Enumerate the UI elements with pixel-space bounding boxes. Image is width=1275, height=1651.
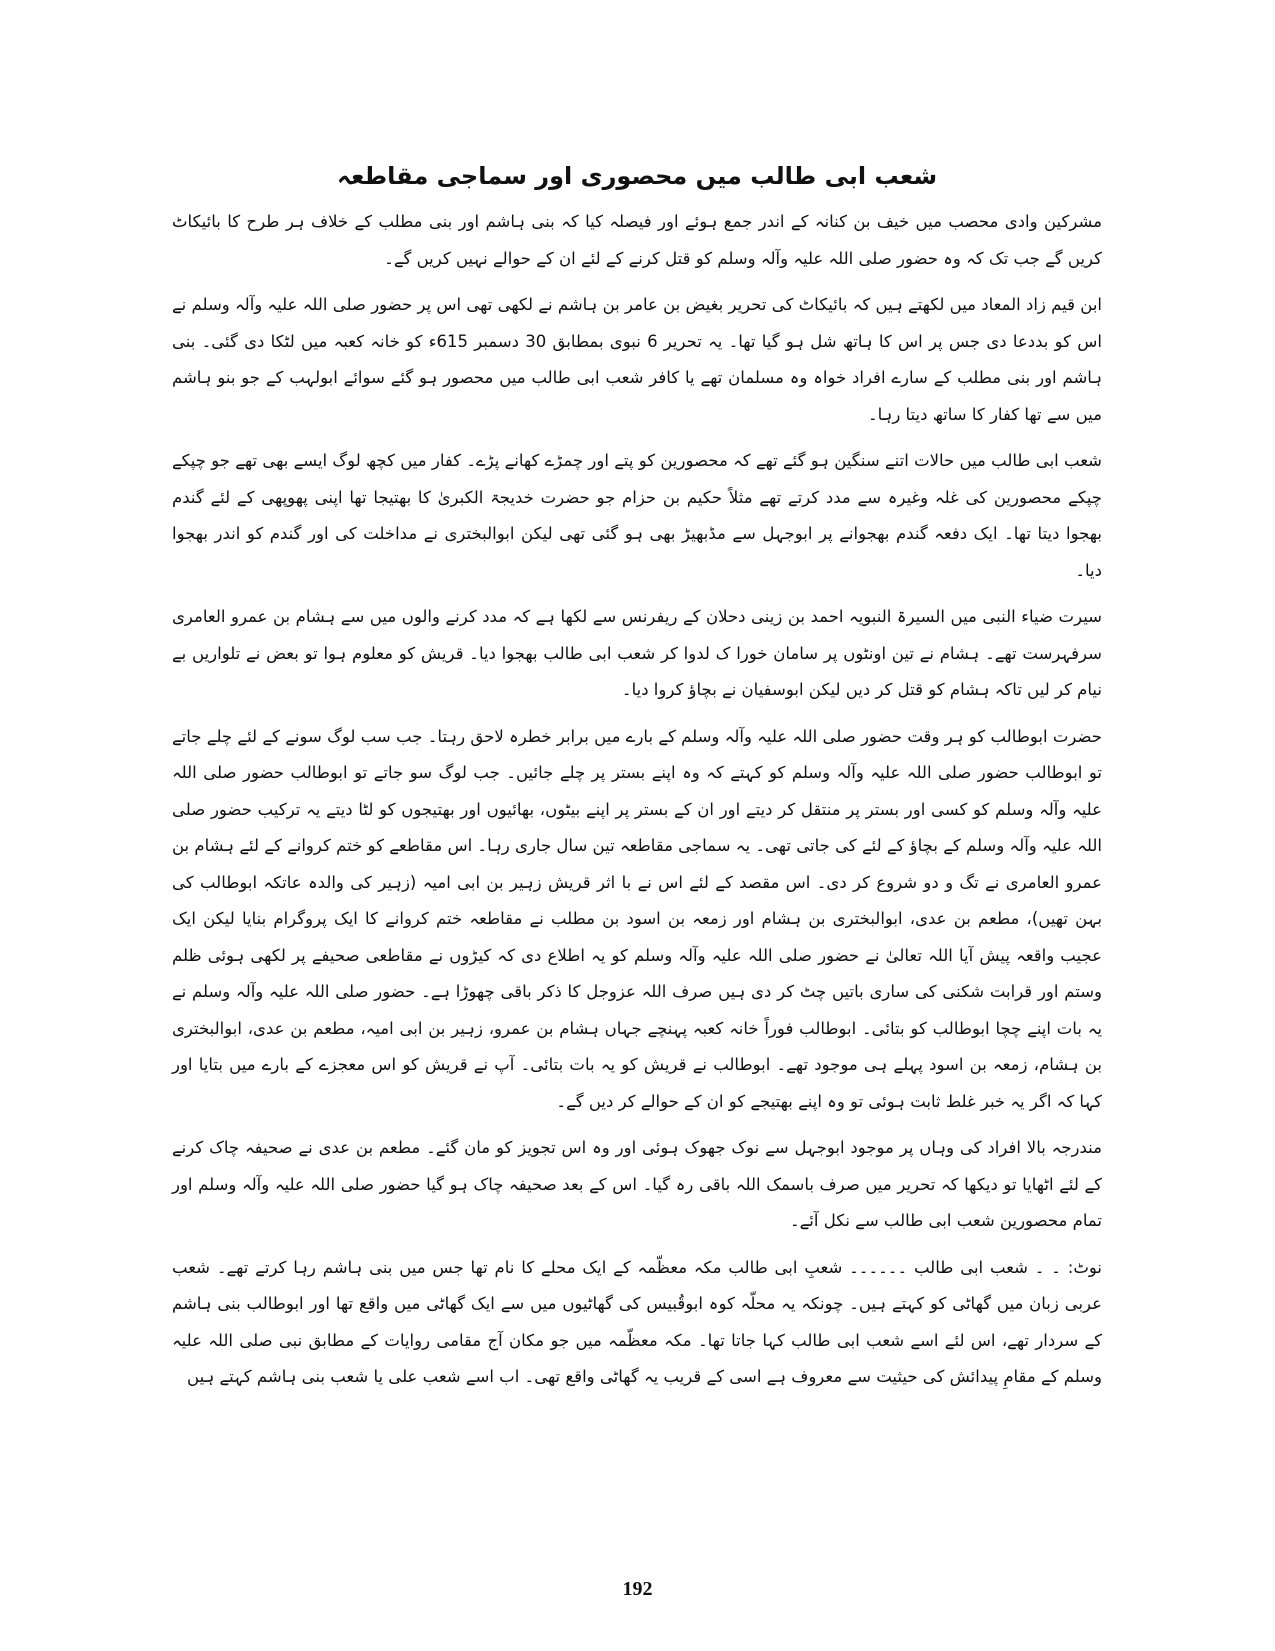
paragraph-5: حضرت ابوطالب کو ہر وقت حضور صلی اللہ علیہ وآلہ وسلم کے بارے میں برابر خطرہ لاحق رہتا۔ جب سب لوگ سونے کے لئے چلے جاتے تو ابوطالب حضور صلی اللہ علیہ وآلہ وسلم کو کہتے کہ وہ اپنے بستر پر چلے جائیں۔ جب لوگ سو جاتے تو ابوطالب حضور صلی اللہ علیہ وآلہ وسلم کو کسی اور بستر پر منتقل کر دیتے اور ان کے بستر پر اپنے بیٹوں، بھائیوں اور بھتیجوں کو لٹا دیتے یہ ترکیب حضور صلی اللہ علیہ وآلہ وسلم کے بچاؤ کے لئے کی جاتی تھی۔ یہ سماجی مقاطعہ تین سال جاری رہا۔ اس مقاطعے کو ختم کروانے کے لئے ہشام بن عمرو العامری نے تگ و دو شروع کر دی۔ اس مقصد کے لئے اس نے با اثر قریش زہیر بن ابی امیہ (زہیر کی والدہ عاتکہ ابوطالب کی بہن تھیں)، مطعم بن عدی، ابوالبختری بن ہشام اور زمعہ بن اسود بن مطلب نے مقاطعہ ختم کروانے کا ایک پروگرام بنایا لیکن ایک عجیب واقعہ پیش آیا اللہ تعالیٰ نے حضور صلی اللہ علیہ وآلہ وسلم کو یہ اطلاع دی کہ کیڑوں نے مقاطعی صحیفے پر لکھی ہوئی ظلم وستم اور قرابت شکنی کی ساری باتیں چٹ کر دی ہیں صرف اللہ عزوجل کا ذکر باقی چھوڑا ہے۔ حضور صلی اللہ علیہ وآلہ وسلم نے یہ بات اپنے چچا ابوطالب کو بتائی۔ ابوطالب فوراً خانہ کعبہ پہنچے جہاں ہشام بن عمرو، زہیر بن ابی امیہ، مطعم بن عدی، ابوالبختری بن ہشام، زمعہ بن اسود پہلے ہی موجود تھے۔ ابوطالب نے قریش کو یہ بات بتائی۔ آپ نے قریش کو اس معجزے کے بارے میں بتایا اور کہا کہ اگر یہ خبر غلط ثابت ہوئی تو وہ اپنے بھتیجے کو ان کے حوالے کر دیں گے۔ xyxy=(172,726,1102,1111)
paragraph-note: نوٹ: ۔ ۔ شعب ابی طالب ۔۔۔۔۔۔ شعبِ ابی طالب مکہ معظّمہ کے ایک محلے کا نام تھا جس میں بنی ہاشم رہا کرتے تھے۔ شعب عربی زبان میں گھاٹی کو کہتے ہیں۔ چونکہ یہ محلّہ کوہ ابوقُبیس کی گھاٹیوں میں سے ایک گھاٹی میں واقع تھا اور ابوطالب بنی ہاشم کے سردار تھے، اس لئے اسے شعب ابی طالب کہا جاتا تھا۔ مکہ معظّمہ میں جو مکان آج مقامی روایات کے مطابق نبی صلی اللہ علیہ وسلم کے مقامِ پیدائش کی حیثیت سے معروف ہے اسی کے قریب یہ گھاٹی واقع تھی۔ اب اسے شعب علی یا شعب بنی ہاشم کہتے ہیں xyxy=(172,1257,1102,1386)
paragraph-1: مشرکین وادی محصب میں خیف بن کنانہ کے اندر جمع ہوئے اور فیصلہ کیا کہ بنی ہاشم اور بنی مطلب کے خلاف ہر طرح کا بائیکاٹ کریں گے جب تک کہ وہ حضور صلی اللہ علیہ وآلہ وسلم کو قتل کرنے کے لئے ان کے حوالے نہیں کریں گے۔ xyxy=(172,212,1102,268)
paragraph-6: مندرجہ بالا افراد کی وہاں پر موجود ابوجہل سے نوک جھوک ہوئی اور وہ اس تجویز کو مان گئے۔ مطعم بن عدی نے صحیفہ چاک کرنے کے لئے اٹھایا تو دیکھا کہ تحریر میں صرف باسمک اللہ باقی رہ گیا۔ اس کے بعد صحیفہ چاک ہو گیا حضور صلی اللہ علیہ وآلہ وسلم اور تمام محصورین شعب ابی طالب سے نکل آئے۔ xyxy=(172,1138,1102,1230)
page-number: 192 xyxy=(622,1578,653,1600)
paragraph-4: سیرت ضیاء النبی میں السیرۃ النبویہ احمد بن زینی دحلان کے ریفرنس سے لکھا ہے کہ مدد کرنے والوں میں سے ہشام بن عمرو العامری سرفہرست تھے۔ ہشام نے تین اونٹوں پر سامان خورا ک لدوا کر شعب ابی طالب بھجوا دیا۔ قریش کو معلوم ہوا تو بعض نے تلواریں بے نیام کر لیں تاکہ ہشام کو قتل کر دیں لیکن ابوسفیان نے بچاؤ کروا دیا۔ xyxy=(172,607,1102,699)
paragraph-2: ابن قیم زاد المعاد میں لکھتے ہیں کہ بائیکاٹ کی تحریر بغیض بن عامر بن ہاشم نے لکھی تھی اس پر حضور صلی اللہ علیہ وآلہ وسلم نے اس کو بددعا دی جس پر اس کا ہاتھ شل ہو گیا تھا۔ یہ تحریر 6 نبوی بمطابق 30 دسمبر 615ء کو خانہ کعبہ میں لٹکا دی گئی۔ بنی ہاشم اور بنی مطلب کے سارے افراد خواہ وہ مسلمان تھے یا کافر شعب ابی طالب میں محصور ہو گئے سوائے ابولہب کے جو بنو ہاشم میں سے تھا کفار کا ساتھ دیتا رہا۔ xyxy=(172,295,1102,424)
page-title: شعب ابی طالب میں محصوری اور سماجی مقاطعہ xyxy=(336,162,938,190)
paragraph-3: شعب ابی طالب میں حالات اتنے سنگین ہو گئے تھے کہ محصورین کو پتے اور چمڑے کھانے پڑے۔ کفار میں کچھ لوگ ایسے بھی تھے جو چپکے چپکے محصورین کی غلہ وغیرہ سے مدد کرتے تھے مثلاً حکیم بن حزام جو حضرت خدیجۃ الکبریٰ کا بھتیجا تھا اپنی پھوپھی کے لئے گندم بھجوا دیتا تھا۔ ایک دفعہ گندم بھجوانے پر ابوجہل سے مڈبھیڑ بھی ہو گئی تھی لیکن ابوالبختری نے مداخلت کی اور گندم کو اندر بھجوا دیا۔ xyxy=(172,451,1102,580)
body-text xyxy=(172,204,1102,1396)
